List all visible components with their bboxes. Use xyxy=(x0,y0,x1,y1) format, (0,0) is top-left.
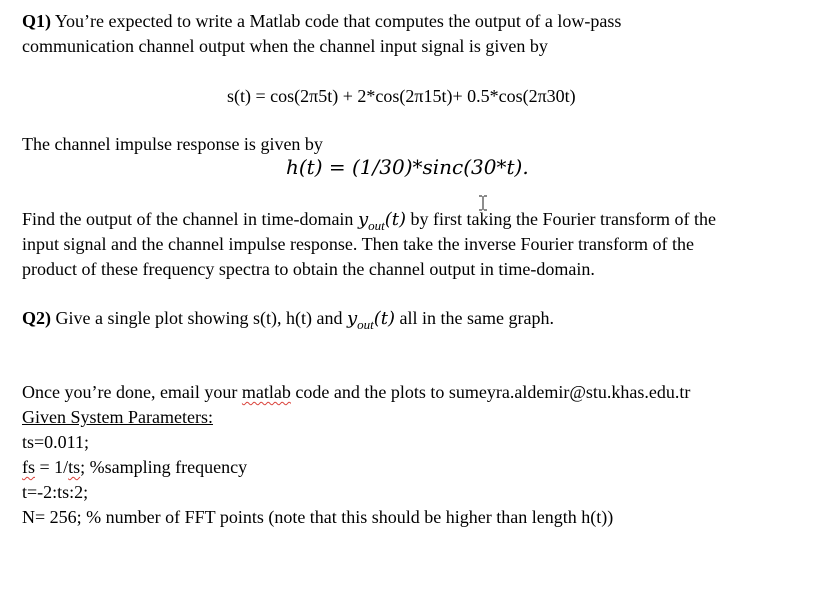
q1-text-1: You’re expected to write a Matlab code that computes the output of a low-pass xyxy=(51,11,622,31)
y-symbol: y xyxy=(357,209,369,230)
email-pre: Once you’re done, email your xyxy=(22,382,242,402)
q1-label: Q1) xyxy=(22,11,51,31)
fs-mid: = 1/ xyxy=(35,457,69,477)
q2-line xyxy=(22,307,554,336)
t-line: t=-2:ts:2; xyxy=(22,482,89,502)
t-argument: (t) xyxy=(384,209,407,230)
fs-line xyxy=(22,456,247,478)
fs-post: ; %sampling frequency xyxy=(80,457,248,477)
email-post: code and the plots to sumeyra.aldemir@stu.khas.edu.tr xyxy=(290,382,691,402)
params-heading: Given System Parameters: xyxy=(22,407,213,427)
matlab-word: matlab xyxy=(241,382,291,402)
fs-word: fs xyxy=(22,457,35,477)
q1-line-1 xyxy=(22,10,621,32)
find-pre: Find the output of the channel in time-domain xyxy=(22,209,358,229)
q2-text-pre: Give a single plot showing s(t), h(t) and xyxy=(51,308,347,328)
n-line: N= 256; % number of FFT points (note that this should be higher than length h(t)) xyxy=(22,507,614,527)
t-argument: (t) xyxy=(373,308,396,329)
ts-word: ts xyxy=(68,457,81,477)
q1-line-2: communication channel output when the channel input signal is given by xyxy=(22,36,548,56)
ts-line: ts=0.011; xyxy=(22,432,89,452)
q2-label: Q2) xyxy=(22,308,51,328)
out-subscript: out xyxy=(357,317,374,332)
q1-line-5: product of these frequency spectra to obtain the channel output in time-domain. xyxy=(22,259,595,279)
impulse-equation: h(t) = (1/30)*sinc(30*t). xyxy=(286,155,529,179)
email-line xyxy=(22,381,690,403)
impulse-intro: The channel impulse response is given by xyxy=(22,134,323,154)
q2-text-post: all in the same graph. xyxy=(395,308,554,328)
signal-equation: s(t) = cos(2π5t) + 2*cos(2π15t)+ 0.5*cos(2π30t) xyxy=(227,86,576,106)
out-subscript: out xyxy=(368,218,385,233)
y-symbol: y xyxy=(346,308,358,329)
q1-line-4: input signal and the channel impulse response. Then take the inverse Fourier transform of the xyxy=(22,234,694,254)
find-post: by first taking the Fourier transform of the xyxy=(406,209,716,229)
